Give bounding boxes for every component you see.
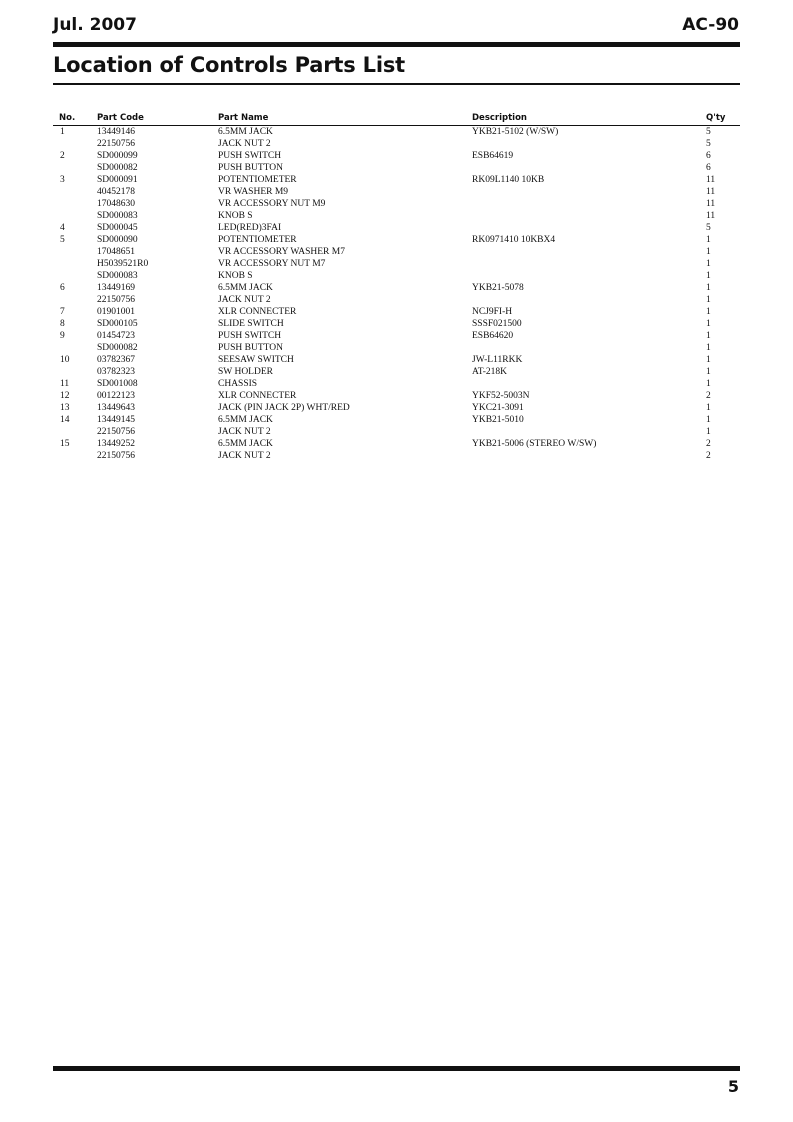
table-body (53, 126, 740, 462)
cell-description (472, 210, 706, 222)
cell-part-code: 22150756 (97, 295, 135, 305)
cell-no (53, 450, 97, 462)
table-row (53, 438, 740, 450)
cell-qty: 5 (706, 223, 711, 233)
cell-part-name: PUSH SWITCH (218, 331, 282, 341)
cell-description: YKF52-5003N (472, 391, 530, 401)
cell-qty: 1 (706, 331, 711, 341)
cell-no (53, 162, 97, 174)
cell-no: 10 (60, 355, 70, 365)
cell-qty: 2 (706, 451, 711, 461)
cell-part-code: 13449145 (97, 415, 135, 425)
cell-description (472, 162, 706, 174)
cell-part-name: POTENTIOMETER (218, 175, 297, 185)
cell-qty: 6 (706, 151, 711, 161)
cell-no: 1 (60, 127, 65, 137)
table-row (53, 258, 740, 270)
cell-part-name: JACK NUT 2 (218, 139, 271, 149)
cell-part-name: CHASSIS (218, 379, 258, 389)
table-row (53, 174, 740, 186)
table-row (53, 330, 740, 342)
cell-description: RK0971410 10KBX4 (472, 235, 556, 245)
header-date: Jul. 2007 (53, 15, 137, 35)
cell-part-name: VR ACCESSORY WASHER M7 (218, 247, 345, 257)
cell-part-code: 13449643 (97, 403, 135, 413)
cell-description: NCJ9FI-H (472, 307, 513, 317)
cell-no: 8 (60, 319, 65, 329)
cell-description (472, 258, 706, 270)
cell-no: 5 (60, 235, 65, 245)
cell-part-code: SD000082 (97, 343, 138, 353)
footer-rule (53, 1066, 740, 1071)
cell-description (472, 246, 706, 258)
cell-description (472, 186, 706, 198)
cell-part-name: PUSH BUTTON (218, 343, 284, 353)
cell-description (472, 294, 706, 306)
cell-part-name: VR ACCESSORY NUT M9 (218, 199, 326, 209)
cell-description (472, 342, 706, 354)
cell-no (53, 366, 97, 378)
table-row (53, 342, 740, 354)
cell-part-code: SD000083 (97, 271, 138, 281)
cell-qty: 11 (706, 211, 716, 221)
page-title: Location of Controls Parts List (53, 53, 405, 77)
cell-no: 7 (60, 307, 65, 317)
parts-table (53, 113, 740, 462)
cell-description (472, 450, 706, 462)
cell-part-name: SW HOLDER (218, 367, 273, 377)
cell-part-code: H5039521R0 (97, 259, 149, 269)
cell-part-name: 6.5MM JACK (218, 439, 273, 449)
cell-qty: 1 (706, 355, 711, 365)
cell-part-code: 22150756 (97, 451, 135, 461)
cell-no (53, 138, 97, 150)
table-row (53, 222, 740, 234)
header-rule (53, 42, 740, 47)
cell-part-code: 03782323 (97, 367, 135, 377)
table-row (53, 282, 740, 294)
cell-part-name: JACK NUT 2 (218, 295, 271, 305)
table-row (53, 366, 740, 378)
cell-part-code: SD000045 (97, 223, 138, 233)
cell-description: YKB21-5078 (472, 283, 524, 293)
cell-part-name: JACK (PIN JACK 2P) WHT/RED (218, 403, 350, 413)
cell-part-name: 6.5MM JACK (218, 283, 273, 293)
cell-description: SSSF021500 (472, 319, 522, 329)
cell-description (472, 426, 706, 438)
table-row (53, 246, 740, 258)
table-row (53, 162, 740, 174)
table-row (53, 318, 740, 330)
cell-qty: 1 (706, 259, 711, 269)
cell-part-code: SD000099 (97, 151, 138, 161)
cell-description: YKC21-3091 (472, 403, 524, 413)
header-model: AC-90 (682, 15, 739, 35)
table-row (53, 450, 740, 462)
cell-part-name: JACK NUT 2 (218, 451, 271, 461)
cell-description: ESB64620 (472, 331, 514, 341)
cell-part-name: 6.5MM JACK (218, 415, 273, 425)
cell-qty: 1 (706, 427, 711, 437)
cell-part-name: KNOB S (218, 211, 253, 221)
cell-part-name: VR WASHER M9 (218, 187, 289, 197)
table-row (53, 234, 740, 246)
table-row (53, 378, 740, 390)
cell-part-name: PUSH SWITCH (218, 151, 282, 161)
cell-no (53, 258, 97, 270)
cell-no: 11 (60, 379, 70, 389)
cell-part-name: SEESAW SWITCH (218, 355, 294, 365)
cell-part-name: POTENTIOMETER (218, 235, 297, 245)
cell-qty: 1 (706, 415, 711, 425)
table-row (53, 426, 740, 438)
cell-description: RK09L1140 10KB (472, 175, 545, 185)
cell-qty: 1 (706, 235, 711, 245)
cell-no (53, 246, 97, 258)
cell-no (53, 210, 97, 222)
cell-description: YKB21-5010 (472, 415, 524, 425)
cell-part-code: 13449169 (97, 283, 135, 293)
cell-part-code: 17048630 (97, 199, 135, 209)
cell-part-code: 22150756 (97, 139, 135, 149)
table-header (53, 113, 740, 126)
cell-qty: 2 (706, 439, 711, 449)
cell-part-code: 01454723 (97, 331, 135, 341)
cell-part-name: 6.5MM JACK (218, 127, 273, 137)
cell-no: 14 (60, 415, 70, 425)
table-row (53, 294, 740, 306)
cell-no: 3 (60, 175, 65, 185)
cell-no: 9 (60, 331, 65, 341)
cell-description: ESB64619 (472, 151, 514, 161)
cell-no (53, 342, 97, 354)
cell-qty: 1 (706, 343, 711, 353)
cell-no: 2 (60, 151, 65, 161)
cell-part-name: VR ACCESSORY NUT M7 (218, 259, 326, 269)
col-header-part-name: Part Name (218, 113, 269, 123)
cell-qty: 1 (706, 307, 711, 317)
cell-qty: 2 (706, 391, 711, 401)
cell-no: 4 (60, 223, 65, 233)
cell-qty: 1 (706, 379, 711, 389)
cell-part-code: 03782367 (97, 355, 135, 365)
table-row (53, 306, 740, 318)
cell-qty: 5 (706, 127, 711, 137)
cell-description (472, 222, 706, 234)
cell-part-code: SD000091 (97, 175, 138, 185)
cell-part-code: 13449146 (97, 127, 135, 137)
cell-description (472, 138, 706, 150)
cell-qty: 1 (706, 403, 711, 413)
col-header-part-code: Part Code (97, 113, 144, 123)
col-header-no: No. (59, 113, 76, 123)
cell-part-name: KNOB S (218, 271, 253, 281)
cell-no (53, 426, 97, 438)
cell-qty: 11 (706, 199, 716, 209)
table-row (53, 414, 740, 426)
cell-description (472, 270, 706, 282)
cell-qty: 1 (706, 283, 711, 293)
cell-no: 13 (60, 403, 70, 413)
col-header-qty: Q'ty (706, 113, 726, 123)
cell-no (53, 186, 97, 198)
cell-description (472, 198, 706, 210)
cell-part-code: SD000083 (97, 211, 138, 221)
cell-no (53, 198, 97, 210)
table-row (53, 138, 740, 150)
cell-no (53, 294, 97, 306)
cell-no: 12 (60, 391, 70, 401)
table-row (53, 270, 740, 282)
col-header-description: Description (472, 113, 527, 123)
cell-no: 15 (60, 439, 70, 449)
cell-part-name: XLR CONNECTER (218, 307, 297, 317)
cell-part-code: 13449252 (97, 439, 135, 449)
cell-part-name: SLIDE SWITCH (218, 319, 284, 329)
cell-qty: 1 (706, 271, 711, 281)
cell-description: JW-L11RKK (472, 355, 523, 365)
cell-part-code: SD001008 (97, 379, 138, 389)
cell-qty: 11 (706, 187, 716, 197)
cell-qty: 5 (706, 139, 711, 149)
title-rule (53, 83, 740, 85)
cell-part-name: PUSH BUTTON (218, 163, 284, 173)
cell-part-code: 40452178 (97, 187, 135, 197)
cell-part-code: 00122123 (97, 391, 135, 401)
cell-description: YKB21-5006 (STEREO W/SW) (472, 439, 597, 449)
page-number: 5 (727, 1077, 739, 1096)
cell-part-code: SD000090 (97, 235, 138, 245)
cell-part-code: 22150756 (97, 427, 135, 437)
cell-qty: 1 (706, 319, 711, 329)
cell-description: AT-218K (472, 367, 508, 377)
table-row (53, 402, 740, 414)
table-row (53, 198, 740, 210)
cell-part-name: JACK NUT 2 (218, 427, 271, 437)
cell-qty: 1 (706, 295, 711, 305)
cell-no (53, 270, 97, 282)
cell-part-code: 01901001 (97, 307, 135, 317)
cell-qty: 6 (706, 163, 711, 173)
table-row (53, 210, 740, 222)
cell-qty: 1 (706, 247, 711, 257)
table-row (53, 126, 740, 138)
cell-qty: 11 (706, 175, 716, 185)
cell-part-code: SD000105 (97, 319, 138, 329)
table-row (53, 186, 740, 198)
cell-part-name: LED(RED)3FAI (218, 223, 282, 233)
cell-part-code: 17048651 (97, 247, 135, 257)
table-row (53, 354, 740, 366)
cell-part-name: XLR CONNECTER (218, 391, 297, 401)
cell-description: YKB21-5102 (W/SW) (472, 127, 559, 137)
cell-part-code: SD000082 (97, 163, 138, 173)
table-row (53, 390, 740, 402)
table-row (53, 150, 740, 162)
cell-qty: 1 (706, 367, 711, 377)
cell-no: 6 (60, 283, 65, 293)
cell-description (472, 378, 706, 390)
